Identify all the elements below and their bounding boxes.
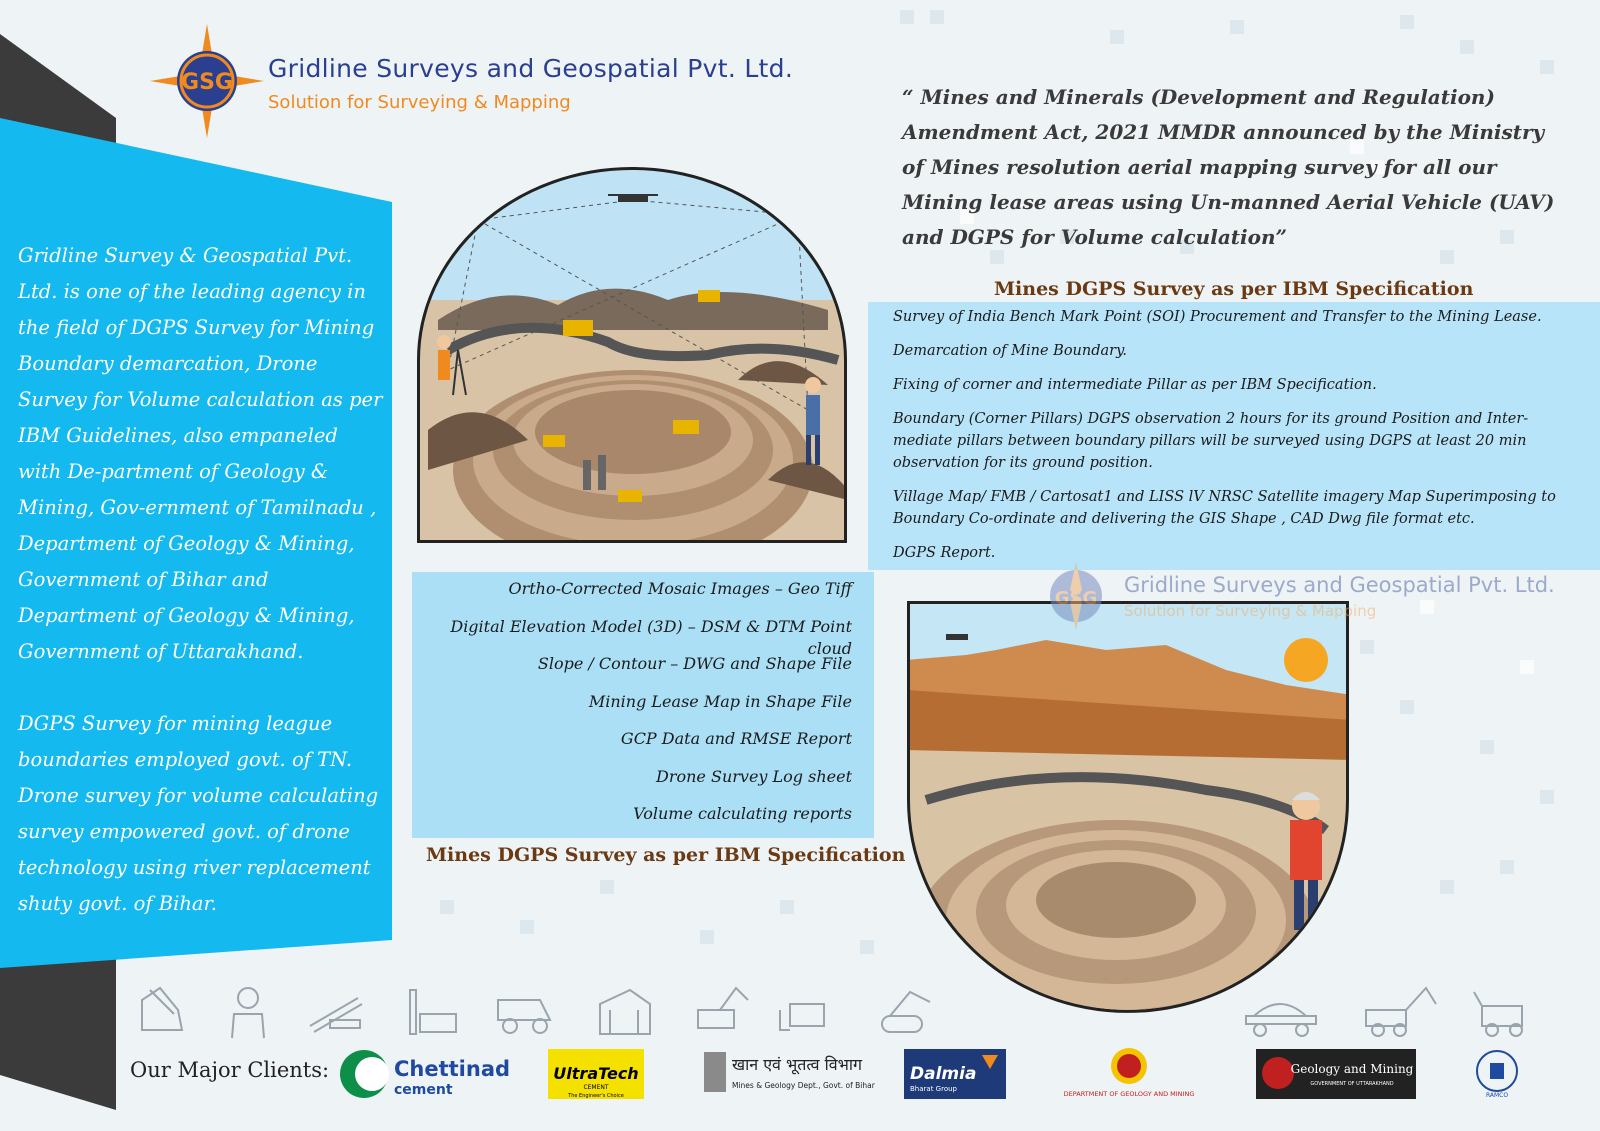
svg-text:GOVERNMENT OF UTTARAKHAND: GOVERNMENT OF UTTARAKHAND: [1310, 1081, 1394, 1087]
svg-text:खान एवं भूतत्व विभाग: खान एवं भूतत्व विभाग: [732, 1055, 863, 1074]
svg-text:Dalmia: Dalmia: [910, 1064, 977, 1084]
tow-truck-icon: [1474, 992, 1522, 1036]
svg-text:CEMENT: CEMENT: [583, 1084, 609, 1091]
svg-text:UltraTech: UltraTech: [553, 1064, 639, 1083]
miner-icon: [142, 988, 182, 1030]
backhoe-loader-icon: [1366, 988, 1436, 1036]
logo-mark-text: GSG: [181, 70, 233, 95]
deliverable-item: GCP Data and RMSE Report: [620, 729, 852, 748]
mmdr-quote: “ Mines and Minerals (Development and Regulation) Amendment Act, 2021 MMDR announced by the Ministry of Mines resolution aerial mapping survey for all our Mining lease areas using Un-manned Aerial Vehicle (UAV) and DGPS for Volume calculation”: [902, 85, 1555, 249]
watermark-company-name: Gridline Surveys and Geospatial Pvt. Ltd.: [1124, 573, 1555, 597]
tn-geology-mining-logo: [1064, 1046, 1194, 1102]
conveyor-icon: [310, 998, 362, 1032]
watermark-tagline: Solution for Surveying & Mapping: [1124, 602, 1377, 620]
spec-item: DGPS Report.: [893, 545, 996, 561]
spec-item: Survey of India Bench Mark Point (SOI) Procurement and Transfer to the Mining Lease.: [893, 309, 1542, 325]
spec-list: [893, 306, 1558, 576]
worker-icon: [232, 988, 264, 1038]
spec-item: Village Map/ FMB / Cartosat1 and LISS lV NRSC Satellite imagery Map Superimposing to Boundary Co-ordinate and delivering the GIS Shape , CAD Dwg file format etc.: [893, 489, 1556, 527]
processing-plant-icon: [600, 990, 650, 1034]
svg-text:RAMCO: RAMCO: [1485, 1092, 1509, 1099]
svg-text:cement: cement: [394, 1082, 453, 1098]
company-tagline: Solution for Surveying & Mapping: [268, 92, 571, 113]
drone-icon: [946, 634, 968, 640]
equipment-icons-row: [130, 980, 1570, 1040]
deliverables-list: [418, 578, 852, 841]
svg-text:GSG: GSG: [1054, 588, 1098, 609]
spec-item: Demarcation of Mine Boundary.: [893, 343, 1127, 359]
watermark-logo: [1040, 562, 1580, 632]
deliverable-item: Mining Lease Map in Shape File: [588, 691, 852, 711]
svg-text:DEPARTMENT OF GEOLOGY AND MINI: DEPARTMENT OF GEOLOGY AND MINING: [1063, 1090, 1195, 1098]
deliverables-heading: Mines DGPS Survey as per IBM Specification: [426, 844, 906, 866]
chettinad-logo: [338, 1046, 511, 1102]
company-name: Gridline Surveys and Geospatial Pvt. Ltd.: [268, 54, 794, 83]
deliverable-item: Drone Survey Log sheet: [656, 766, 852, 786]
company-logo: [148, 22, 808, 142]
crawler-excavator-icon: [882, 992, 930, 1032]
bihar-mines-dept-logo: [702, 1046, 875, 1102]
compass-logo-icon: [148, 22, 266, 140]
excavator-icon: [698, 988, 748, 1028]
canyon-mine-illustration: [906, 600, 1352, 1020]
deliverable-item: Slope / Contour – DWG and Shape File: [537, 654, 852, 673]
ultratech-logo: [548, 1046, 644, 1102]
about-text: [18, 238, 386, 958]
bulldozer-icon: [780, 1004, 824, 1030]
clients-row: [0, 1040, 1600, 1131]
svg-text:The Engineer's Choice: The Engineer's Choice: [568, 1093, 624, 1099]
spec-item: Boundary (Corner Pillars) DGPS observation 2 hours for its ground Position and Inter-mediate pillars between boundary pillars will be surveyed using DGPS at least 20 min observation for its ground position.: [893, 411, 1529, 471]
ramco-logo: [1474, 1046, 1520, 1102]
deliverable-item: Digital Elevation Model (3D) – DSM & DTM Point cloud: [450, 616, 852, 658]
svg-text:Mines & Geology Dept., Govt. o: Mines & Geology Dept., Govt. of Bihar: [732, 1081, 875, 1090]
uttarakhand-geology-mining-logo: [1256, 1046, 1416, 1102]
about-paragraph-2: DGPS Survey for mining league boundaries employed govt. of TN. Drone survey for volume calculating survey empowered govt. of drone technology using river replacement shuty govt. of Bihar.: [18, 712, 379, 915]
deliverable-item: Ortho-Corrected Mosaic Images – Geo Tiff: [508, 579, 852, 598]
about-paragraph-1: Gridline Survey & Geospatial Pvt. Ltd. is one of the leading agency in the field of DGPS Survey for Mining Boundary demarcation, Drone Survey for Volume calculation as per IBM Guidelines, also empaneled with De-partment of Geology & Mining, Gov-ernment of Tamilnadu , Department of Geology & Mining, Government of Bihar and Department of Geology & Mining, Government of Uttarakhand.: [18, 244, 383, 663]
svg-text:Geology and Mining: Geology and Mining: [1290, 1062, 1414, 1076]
open-pit-mine-illustration: [408, 170, 860, 558]
svg-text:Bharat Group: Bharat Group: [910, 1085, 957, 1093]
spec-heading: Mines DGPS Survey as per IBM Specification: [994, 278, 1474, 300]
drill-rig-icon: [410, 990, 456, 1034]
deliverable-item: Volume calculating reports: [633, 804, 852, 823]
loaded-trailer-icon: [1246, 1004, 1316, 1036]
dalmia-logo: [904, 1046, 1006, 1102]
spec-item: Fixing of corner and intermediate Pillar as per IBM Specification.: [893, 377, 1377, 393]
clients-label: Our Major Clients:: [130, 1058, 330, 1082]
dump-truck-icon: [498, 1000, 550, 1033]
svg-text:Chettinad: Chettinad: [394, 1057, 511, 1081]
